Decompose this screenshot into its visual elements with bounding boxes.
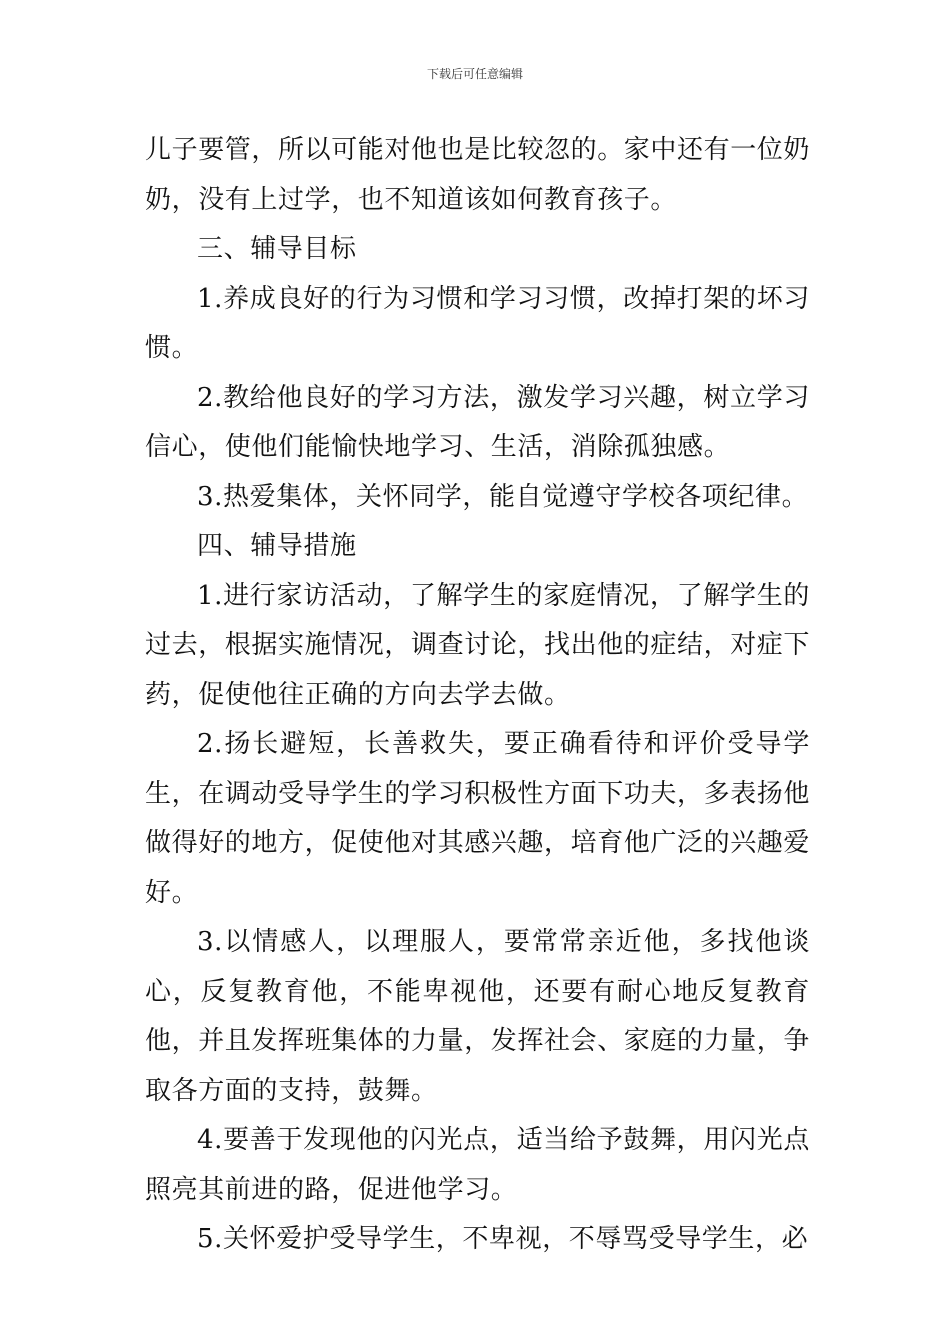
paragraph: 2.教给他良好的学习方法，激发学习兴趣，树立学习信心，使他们能愉快地学习、生活，消除孤独感。 (145, 382, 810, 462)
section-heading-goals: 三、辅导目标 (197, 234, 357, 264)
paragraph: 3.热爱集体，关怀同学，能自觉遵守学校各项纪律。 (197, 481, 809, 512)
document-body (145, 126, 810, 1265)
page-header: 下载后可任意编辑 (426, 67, 523, 81)
paragraph: 4.要善于发现他的闪光点，适当给予鼓舞，用闪光点照亮其前进的路，促进他学习。 (145, 1125, 810, 1205)
paragraph: 3.以情感人，以理服人，要常常亲近他，多找他谈心，反复教育他，不能卑视他，还要有耐心地反复教育他，并且发挥班集体的力量，发挥社会、家庭的力量，争取各方面的支持，鼓舞。 (145, 927, 811, 1106)
paragraph: 1.养成良好的行为习惯和学习习惯，改掉打架的坏习惯。 (145, 283, 810, 363)
paragraph: 1.进行家访活动，了解学生的家庭情况，了解学生的过去，根据实施情况，调查讨论，找出他的症结，对症下药，促使他往正确的方向去学去做。 (145, 580, 811, 710)
section-heading-measures: 四、辅导措施 (197, 531, 357, 561)
paragraph: 儿子要管，所以可能对他也是比较忽的。家中还有一位奶奶，没有上过学，也不知道该如何教育孩子。 (145, 135, 811, 215)
paragraph: 2.扬长避短，长善救失，要正确看待和评价受导学生，在调动受导学生的学习积极性方面下功夫，多表扬他做得好的地方，促使他对其感兴趣，培育他广泛的兴趣爱好。 (145, 729, 811, 908)
paragraph: 5.关怀爱护受导学生，不卑视，不辱骂受导学生，必 (197, 1224, 809, 1254)
